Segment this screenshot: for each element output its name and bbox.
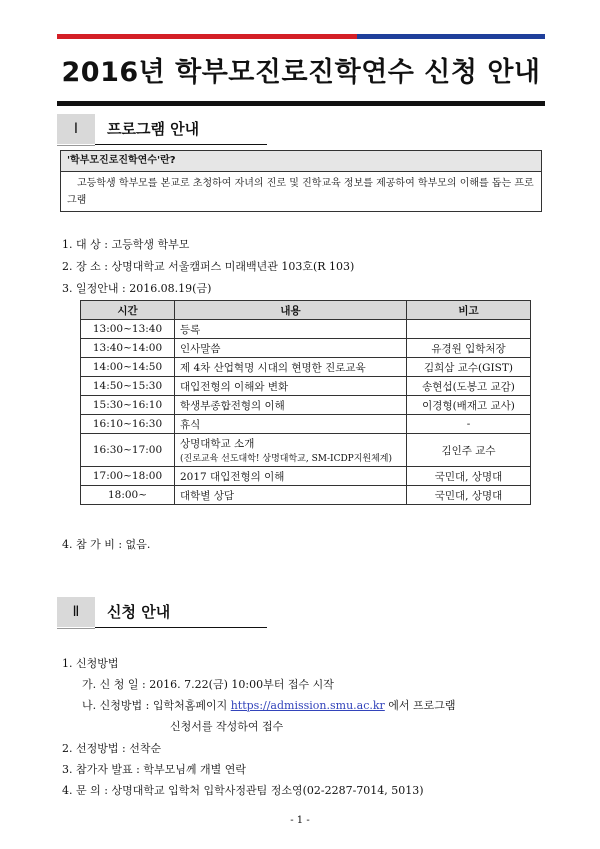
admission-link[interactable]: https://admission.smu.ac.kr	[230, 699, 385, 712]
schedule-time: 14:50~15:30	[81, 377, 175, 396]
schedule-content: 대입전형의 이해와 변화	[175, 377, 407, 396]
schedule-time: 15:30~16:10	[81, 396, 175, 415]
schedule-note: 국민대, 상명대	[407, 486, 531, 505]
schedule-content: 인사말씀	[175, 339, 407, 358]
schedule-header-time: 시간	[81, 301, 175, 320]
schedule-content: 제 4차 산업혁명 시대의 현명한 진로교육	[175, 358, 407, 377]
item-location: 2. 장 소 : 상명대학교 서울캠퍼스 미래백년관 103호(R 103)	[62, 260, 355, 273]
table-row	[81, 434, 531, 467]
schedule-content: 학생부종합전형의 이해	[175, 396, 407, 415]
table-row	[81, 339, 531, 358]
section-1-heading	[57, 114, 545, 144]
section-2-title: 신청 안내	[107, 603, 171, 621]
header-bar-blue	[357, 34, 545, 39]
schedule-content	[175, 434, 407, 467]
schedule-header-row	[81, 301, 531, 320]
participant-announcement: 3. 참가자 발표 : 학부모님께 개별 연락	[62, 763, 246, 776]
table-row	[81, 467, 531, 486]
schedule-content-main: 상명대학교 소개	[180, 438, 255, 450]
definition-box	[60, 150, 542, 212]
section-1-number: Ⅰ	[57, 114, 95, 144]
schedule-content: 휴식	[175, 415, 407, 434]
schedule-content: 대학별 상담	[175, 486, 407, 505]
table-row	[81, 415, 531, 434]
definition-heading: '학부모진로진학연수'란?	[61, 151, 541, 172]
schedule-time: 16:30~17:00	[81, 434, 175, 467]
section-1-underline	[95, 144, 267, 145]
header-bar-red	[57, 34, 357, 39]
header-bottom-bar	[57, 101, 545, 106]
contact-info: 4. 문 의 : 상명대학교 입학처 입학사정관팀 정소영(02-2287-7014, 5013)	[62, 784, 424, 797]
schedule-time: 14:00~14:50	[81, 358, 175, 377]
header-top-bar	[57, 34, 545, 39]
schedule-time: 17:00~18:00	[81, 467, 175, 486]
apply-method: 1. 신청방법	[62, 657, 119, 670]
schedule-time: 18:00~	[81, 486, 175, 505]
table-row	[81, 396, 531, 415]
schedule-content: 등록	[175, 320, 407, 339]
apply-how-suffix: 에서 프로그램	[384, 699, 456, 712]
table-row	[81, 486, 531, 505]
schedule-note: 이경형(배재고 교사)	[407, 396, 531, 415]
apply-how-continued: 신청서를 작성하여 접수	[170, 720, 284, 733]
schedule-note: 유경원 입학처장	[407, 339, 531, 358]
page-number: - 1 -	[290, 815, 310, 826]
item-schedule-date: 3. 일정안내 : 2016.08.19(금)	[62, 282, 212, 295]
schedule-table	[80, 300, 531, 505]
section-2-number: Ⅱ	[57, 597, 95, 627]
schedule-header-content: 내용	[175, 301, 407, 320]
apply-how-prefix: 나. 신청방법 : 입학처홈페이지	[82, 699, 231, 712]
item-target: 1. 대 상 : 고등학생 학부모	[62, 238, 190, 251]
schedule-time: 13:00~13:40	[81, 320, 175, 339]
section-2-heading	[57, 597, 545, 627]
table-row	[81, 358, 531, 377]
section-2-underline-gray	[57, 628, 95, 629]
section-1-underline-gray	[57, 145, 95, 146]
apply-how	[82, 697, 456, 713]
schedule-note: 김희삼 교수(GIST)	[407, 358, 531, 377]
schedule-note: 국민대, 상명대	[407, 467, 531, 486]
apply-date: 가. 신 청 일 : 2016. 7.22(금) 10:00부터 접수 시작	[82, 678, 334, 691]
schedule-content-sub: (진로교육 선도대학! 상명대학교, SM-ICDP지원체계)	[180, 454, 393, 464]
schedule-time: 16:10~16:30	[81, 415, 175, 434]
schedule-note: 송현섭(도봉고 교감)	[407, 377, 531, 396]
section-2-underline	[95, 627, 267, 628]
schedule-note: 김인주 교수	[407, 434, 531, 467]
schedule-header-note: 비고	[407, 301, 531, 320]
schedule-time: 13:40~14:00	[81, 339, 175, 358]
selection-method: 2. 선정방법 : 선착순	[62, 742, 162, 755]
schedule-note: -	[407, 415, 531, 434]
document-title: 2016년 학부모진로진학연수 신청 안내	[61, 57, 541, 88]
section-1-title: 프로그램 안내	[107, 120, 200, 138]
item-fee: 4. 참 가 비 : 없음.	[62, 538, 151, 551]
definition-body: 고등학생 학부모를 본교로 초청하여 자녀의 진로 및 진학교육 정보를 제공하여 학부모의 이해를 돕는 프로그램	[67, 178, 534, 206]
schedule-content: 2017 대입전형의 이해	[175, 467, 407, 486]
table-row	[81, 377, 531, 396]
table-row	[81, 320, 531, 339]
schedule-note	[407, 320, 531, 339]
